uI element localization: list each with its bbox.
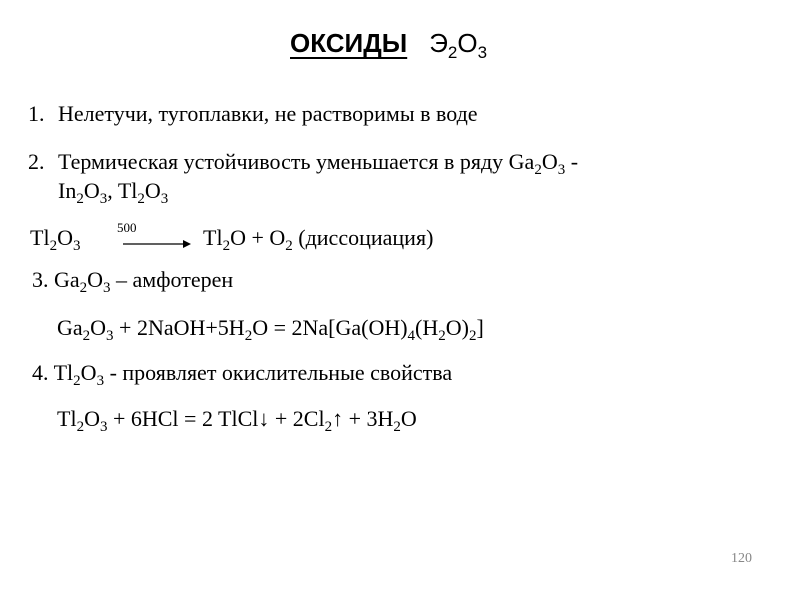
list-item-1 <box>28 101 588 127</box>
formula-tl2o: $Tl_2O$ <box>203 225 246 254</box>
list-item-text: – амфотерен <box>110 267 234 292</box>
list-item-text: Термическая устойчивость уменьшается в ряду <box>58 149 509 174</box>
list-item-number: 1. <box>28 101 45 126</box>
list-item-text: Нелетучи, тугоплавки, не растворимы в воде <box>58 101 478 126</box>
list-item-text: - проявляет окислительные свойства <box>104 360 453 385</box>
list-item-2: 2. Термическая устойчивость уменьшается в ряду $Ga_2O_3$ - <box>28 149 579 178</box>
reaction-temperature: 500 <box>117 220 137 235</box>
reaction-arrow-icon <box>121 237 191 251</box>
formula-ga2o3: $Ga_2O_3$ <box>508 149 566 178</box>
formula-in2o3: $In_2O_3$ <box>58 178 108 207</box>
slide-title <box>290 28 488 62</box>
list-item-number: 3. <box>32 267 54 292</box>
title-word: ОКСИДЫ <box>290 28 408 58</box>
list-item-number: 4. <box>32 360 54 385</box>
formula-tl2o3: $Tl_2O_3$ <box>30 225 81 254</box>
formula-o2: $O_2$ <box>269 225 293 254</box>
reaction-dissociation-reactant <box>30 225 81 254</box>
list-item-number: 2. <box>28 149 45 174</box>
list-item-3 <box>32 267 234 296</box>
list-item-2-continued: $In_2O_3$, $Tl_2O_3$ <box>58 178 169 207</box>
reaction-amphoteric: $Ga_2O_3$ + $2NaOH+5H_2O = 2Na[Ga(OH)_4(H_2O)_2]$ <box>57 315 484 344</box>
reaction-oxidation: $Tl_2O_3 + 6HCl = 2$ TlCl↓ + $2Cl_2↑ + 3H_2O$ <box>57 406 417 435</box>
list-item-4 <box>32 360 453 389</box>
reaction-dissociation-products: $Tl_2O + O_2$ (диссоциация) <box>203 225 434 254</box>
formula-tl2o3: $Tl_2O_3$ <box>53 360 105 389</box>
title-formula: $Э_2O_3$ <box>429 28 488 62</box>
page-number: 120 <box>731 551 752 566</box>
formula-tl2o3: $Tl_2O_3$ <box>117 178 169 207</box>
formula-ga2o3: $Ga_2O_3$ <box>54 267 111 296</box>
